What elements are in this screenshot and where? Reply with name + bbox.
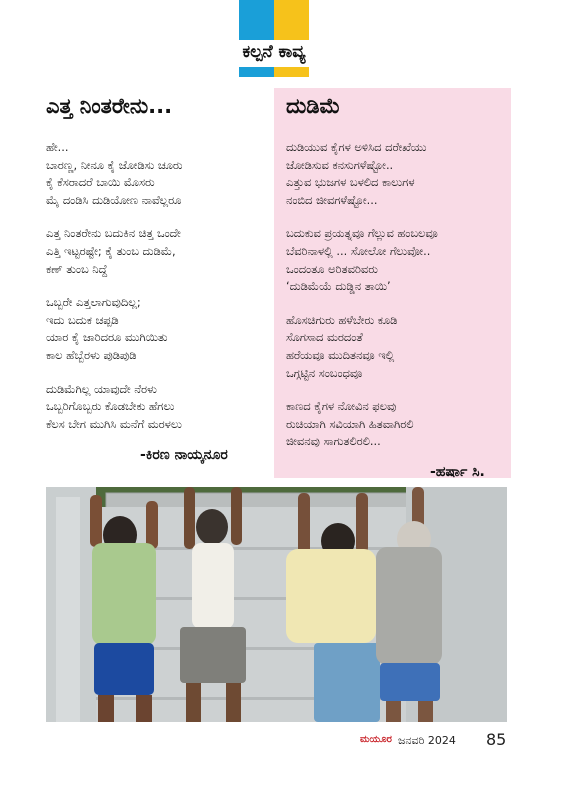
issue-date: ಜನವರಿ 2024 xyxy=(398,734,456,747)
section-logo-blocks xyxy=(239,0,309,40)
logo-block-blue xyxy=(239,0,274,40)
poem-1-title: ಎತ್ತ ನಿಂತರೇನು... xyxy=(46,94,173,118)
poem-line: ಕೆಲಸ ಬೇಗ ಮುಗಿಸಿ ಮನೆಗೆ ಮರಳಲು xyxy=(46,416,182,431)
poem-line: ಇದು ಬದುಕ ಚಪ್ಪಡಿ xyxy=(46,312,119,327)
poem-2-author: -ಹರ್ಷಾ ಸಿ. xyxy=(430,464,485,480)
poem-line: ಹರೆಯವೂ ಮುದಿತನವೂ ಇಲ್ಲಿ xyxy=(286,347,395,362)
poem-line: ದುಡಿಮೆಗಿಲ್ಲ ಯಾವುದೇ ನೆರಳು xyxy=(46,381,157,396)
poem-line: ಒಬ್ಬರಿಗೊಬ್ಬರು ಕೊಡಬೇಕು ಹೆಗಲು xyxy=(46,399,175,414)
poem-line: ದುಡಿಯುವ ಕೈಗಳ ಅಳಿಸಿದ ದರೇಖೆಯು xyxy=(286,140,427,154)
poem-line: ಯಾರ ಕೈ ಜಾರಿದರೂ ಮುಗಿಯಿತು xyxy=(46,330,168,345)
poem-line: ಎತ್ತ ನಿಂತರೇನು ಬದುಕಿನ ಚಿತ್ತ ಒಂದೇ xyxy=(46,226,181,241)
underline-yellow xyxy=(274,67,309,77)
poem-line: ಕಣ್ ತುಂಬ ನಿದ್ದೆ xyxy=(46,261,108,276)
stanza-gap xyxy=(286,209,508,225)
poem-line: ಹೊಸಚಿಗುರು ಹಳೆಬೇರು ಕೂಡಿ xyxy=(286,312,398,327)
stanza-gap xyxy=(286,296,508,312)
poem-line: ರುಚಿಯಾಗಿ ಸವಿಯಾಗಿ ಹಿತವಾಗಿರಲಿ xyxy=(286,416,414,431)
section-title: ಕಲ್ಪನೆ ಕಾವ್ಯ xyxy=(242,42,306,62)
poem-line: ಬೆವರಿನಾಳಲ್ಲಿ ... ಸೋಲೋ ಗೆಲುವೋ.. xyxy=(286,243,431,258)
poem-1-body xyxy=(46,139,268,433)
poem-line: ಜೋಡಿಸುವ ಕನಸುಗಳೆಷ್ಟೋ.. xyxy=(286,157,394,172)
poem-line: ಬಾರಣ್ಣ, ನೀನೂ ಕೈ ಜೋಡಿಸು ಚೂರು xyxy=(46,157,183,172)
workers-lifting-slab-photo xyxy=(46,487,507,722)
underline-blue xyxy=(239,67,274,77)
poem-1-author: -ಕಿರಣ ನಾಯ್ಕನೂರ xyxy=(140,447,228,463)
poem-line: ಜೀವನವು ಸಾಗುತಲಿರಲಿ... xyxy=(286,434,381,449)
poem-line: ಮೈ ದಂಡಿಸಿ ದುಡಿಯೋಣ ನಾವೆಲ್ಲರೂ xyxy=(46,192,182,207)
poem-2-title: ದುಡಿಮೆ xyxy=(286,94,341,118)
poem-line: ಒಗ್ಗಟ್ಟಿನ ಸಂಬಂಧವೂ xyxy=(286,365,363,380)
poem-line: ಎತ್ತಿ ಇಟ್ಟರಷ್ಟೇ; ಕೈ ತುಂಬ ದುಡಿಮೆ, xyxy=(46,243,176,258)
stanza-gap xyxy=(46,209,268,225)
poem-line: ‘ದುಡಿಮೆಯೆ ದುಡ್ಡಿನ ತಾಯಿ’ xyxy=(286,279,391,294)
poem-line: ಒಬ್ಬರೇ ಎತ್ತಲಾಗುವುದಿಲ್ಲ; xyxy=(46,295,141,310)
poem-line: ಸೊಗಸಾದ ಮರದಂತೆ xyxy=(286,330,363,345)
magazine-name: ಮಯೂರ xyxy=(360,734,392,745)
photo-illustration xyxy=(46,487,507,722)
logo-block-yellow xyxy=(274,0,309,40)
poem-2-body xyxy=(286,139,508,451)
poem-line: ಕಾಲ ಹೆಬ್ಬೆರಳು ಪುಡಿಪುಡಿ xyxy=(46,347,137,362)
poem-line: ಒಂದಂತೂ ಅರಿತವರಿವರು xyxy=(286,261,378,276)
page-number: 85 xyxy=(486,730,507,749)
poem-line: ಹೇ... xyxy=(46,140,69,154)
stanza-gap xyxy=(286,382,508,398)
poem-line: ಎತ್ತುವ ಭುಜಗಳ ಬಳಲಿದ ಕಾಲುಗಳ xyxy=(286,175,415,190)
stanza-gap xyxy=(46,365,268,381)
poem-line: ನಂಬಿದ ಜೀವಗಳೆಷ್ಟೋ... xyxy=(286,192,378,207)
page-footer xyxy=(360,732,510,748)
section-title-underline xyxy=(239,67,309,77)
poem-line: ಕಾಣದ ಕೈಗಳ ನೋವಿನ ಫಲವು xyxy=(286,399,397,414)
poem-line: ಬದುಕುವ ಪ್ರಯತ್ನವೂ ಗೆಲ್ಲುವ ಹಂಬಲವೂ xyxy=(286,226,438,241)
stanza-gap xyxy=(46,278,268,294)
poem-line: ಕೈ ಕೆಸರಾದರೆ ಬಾಯಿ ಮೊಸರು xyxy=(46,175,155,190)
